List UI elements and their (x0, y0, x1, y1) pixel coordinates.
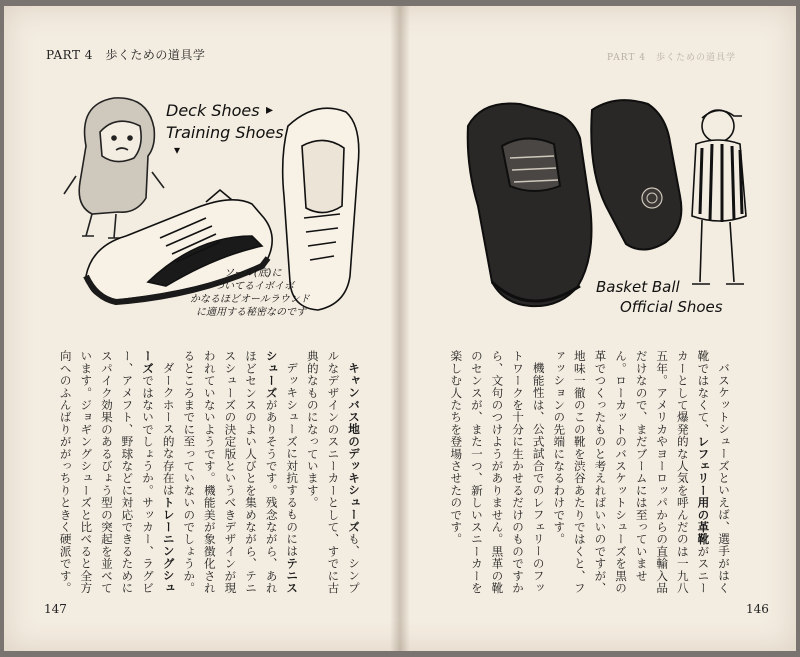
running-head: PART 4 歩くための道具学 (46, 48, 206, 62)
arrow-down-icon: ▾ (174, 143, 181, 157)
bold-term: テニスシューズ (264, 350, 300, 594)
basketball-shoes-illustration (430, 86, 775, 326)
deck-training-shoes-illustration (56, 86, 386, 321)
black-leather-shoe-left (468, 103, 592, 306)
bold-term: トレーニングシューズ (141, 350, 176, 594)
right-body-text (446, 350, 734, 596)
shoes-drawing (56, 86, 386, 321)
paragraph: デッキシューズに対抗するものにはテニスシューズがありそうです。残念ながら、あれほどセンスのよい人びとを集めながら、テニスシューズの決定版というべきデザインが現われていないようです。機能美が象徴化されるところまでに至っていないのでしょうか。 (182, 350, 300, 595)
arrow-right-icon: ▸ (266, 102, 274, 118)
illustration-caption-line1: Basket Ball (596, 278, 680, 296)
deck-shoe (283, 108, 359, 310)
page-number: 146 (746, 602, 769, 616)
bold-term: レフェリー用の革靴 (696, 435, 711, 546)
illustration-note-line4: に適用する秘密なのです (196, 307, 306, 318)
page-number: 147 (44, 602, 67, 616)
illustration-note-line3: かなるほどオールラウンド (190, 294, 310, 305)
hooded-figure (64, 98, 164, 238)
paragraph: バスケットシューズといえば、選手がはく靴ではなくて、レフェリー用の革靴がスニーカーとして爆発的な人気を呼んだのは一九八五年。アメリカやヨーロッパからの直輸入品だけなので、まだブームには至っていません。ローカットのバスケットシューズを黒の革でつくったものと考えればいいのですが、地味一徹のこの靴を渋谷あたりではくと、ファッションの先端になるわけです。 (552, 350, 731, 595)
left-body-text (55, 350, 364, 596)
paragraph: 機能性は、公式試合でのレフェリーのフットワークを十分に生かせるだけのものですから、文句のつけようがありません。黒革の靴のセンスが、また一つ、新しいスニーカーを楽しむ人たちを登場させたのです。 (449, 350, 546, 594)
illustration-caption-line1: Deck Shoes (166, 101, 260, 120)
illustration-note-line1: ソール(底)に (224, 268, 282, 279)
right-page (400, 6, 796, 651)
paragraph: ダークホース的な存在はトレーニングシューズではないでしょうか。サッカー、ラグビー、アメフト、野球などに対応できるためにスパイク効果のあるびょう型の突起を並べています。ジョギングシューズと比べると全方向へのふんばりががっちりときく硬派です。 (58, 350, 176, 595)
bold-term: キャンバス地のデッキシューズ (347, 361, 361, 533)
basketball-shoes-drawing (430, 86, 775, 326)
left-page (4, 6, 400, 651)
referee-figure (692, 110, 746, 284)
illustration-caption-line2: Training Shoes (166, 123, 284, 142)
paragraph: キャンバス地のデッキシューズも、シンプルなデザインのスニーカーとして、すでに古典的なものになっています。 (305, 350, 361, 594)
illustration-note-line2: ついてるイボイボ (214, 281, 294, 292)
illustration-caption-line2: Official Shoes (620, 298, 723, 316)
black-leather-shoe-right (591, 100, 681, 249)
book-spread (4, 6, 796, 651)
running-head-faint: PART 4 歩くための道具学 (607, 53, 736, 63)
